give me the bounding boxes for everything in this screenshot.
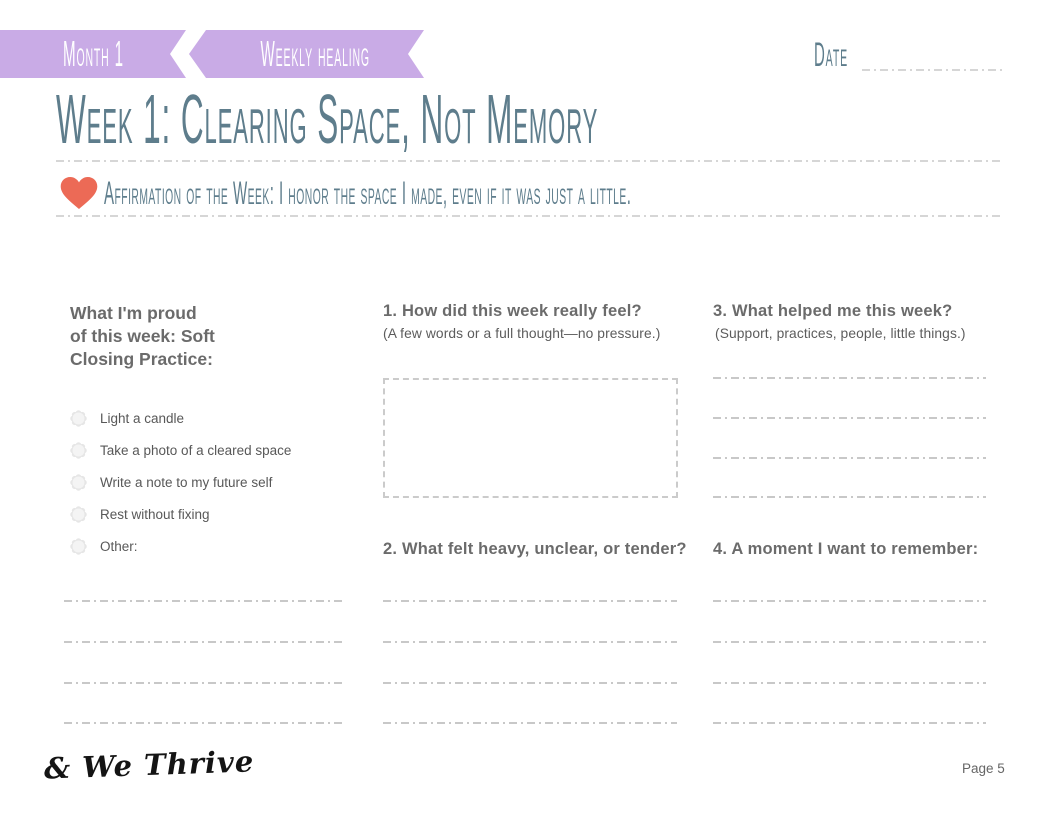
proud-heading-line-2: of this week: Soft [70, 326, 215, 346]
scallop-checkbox-icon[interactable] [70, 442, 87, 459]
heart-icon [60, 177, 98, 209]
scallop-checkbox-icon[interactable] [70, 474, 87, 491]
question-1-hint: (A few words or a full thought—no pressure.) [383, 326, 661, 341]
writing-line[interactable] [713, 417, 986, 419]
date-fill-line[interactable] [862, 69, 1002, 71]
writing-line[interactable] [383, 722, 677, 724]
proud-heading-line-1: What I'm proud [70, 303, 197, 323]
title-divider [56, 160, 1004, 162]
checklist-item-label: Write a note to my future self [100, 474, 273, 490]
checklist-item[interactable] [70, 498, 360, 530]
checklist-item-label: Other: [100, 538, 138, 554]
proud-section-heading [70, 302, 340, 371]
writing-line[interactable] [64, 722, 345, 724]
checklist-item-label: Light a candle [100, 410, 185, 426]
page-number: Page 5 [962, 761, 1005, 776]
affirmation-text: Affirmation of the Week: I honor the space I made, even if it was just a little. [104, 175, 632, 211]
question-1-label: 1. How did this week really feel? [383, 302, 642, 320]
date-label: Date [814, 36, 849, 74]
writing-line[interactable] [383, 641, 677, 643]
page-title: Week 1: Clearing Space, Not Memory [56, 80, 599, 158]
scallop-checkbox-icon[interactable] [70, 506, 87, 523]
writing-line[interactable] [713, 377, 986, 379]
checklist-item[interactable] [70, 466, 360, 498]
writing-line[interactable] [64, 600, 345, 602]
affirmation-divider [56, 215, 1004, 217]
banner-month-label [0, 30, 186, 78]
checklist-item[interactable] [70, 530, 360, 562]
question-2-writing-lines [383, 600, 677, 730]
writing-line[interactable] [383, 600, 677, 602]
writing-line[interactable] [713, 496, 986, 498]
writing-line[interactable] [64, 641, 345, 643]
question-3-writing-lines [713, 377, 986, 502]
brand-logo: & We Thrive [43, 744, 255, 786]
writing-line[interactable] [713, 682, 986, 684]
question-4-label: 4. A moment I want to remember: [713, 540, 979, 558]
soft-closing-checklist [70, 402, 360, 562]
proud-writing-lines [64, 600, 345, 730]
writing-line[interactable] [713, 641, 986, 643]
proud-heading-line-3: Closing Practice: [70, 349, 213, 369]
scallop-checkbox-icon[interactable] [70, 410, 87, 427]
question-1-answer-box[interactable] [383, 378, 678, 498]
banner-month-text: Month 1 [62, 33, 124, 74]
writing-line[interactable] [713, 457, 986, 459]
checklist-item[interactable] [70, 402, 360, 434]
writing-line[interactable] [713, 600, 986, 602]
checklist-item-label: Take a photo of a cleared space [100, 442, 292, 458]
writing-line[interactable] [383, 682, 677, 684]
checklist-item-label: Rest without fixing [100, 506, 210, 522]
banner-section-text: Weekly healing [260, 33, 370, 74]
checklist-item[interactable] [70, 434, 360, 466]
question-2-label: 2. What felt heavy, unclear, or tender? [383, 540, 687, 558]
question-4-writing-lines [713, 600, 986, 730]
question-3-label: 3. What helped me this week? [713, 302, 953, 320]
scallop-checkbox-icon[interactable] [70, 538, 87, 555]
question-3-hint: (Support, practices, people, little things.) [715, 326, 966, 341]
writing-line[interactable] [64, 682, 345, 684]
writing-line[interactable] [713, 722, 986, 724]
banner-section-label [206, 30, 424, 78]
